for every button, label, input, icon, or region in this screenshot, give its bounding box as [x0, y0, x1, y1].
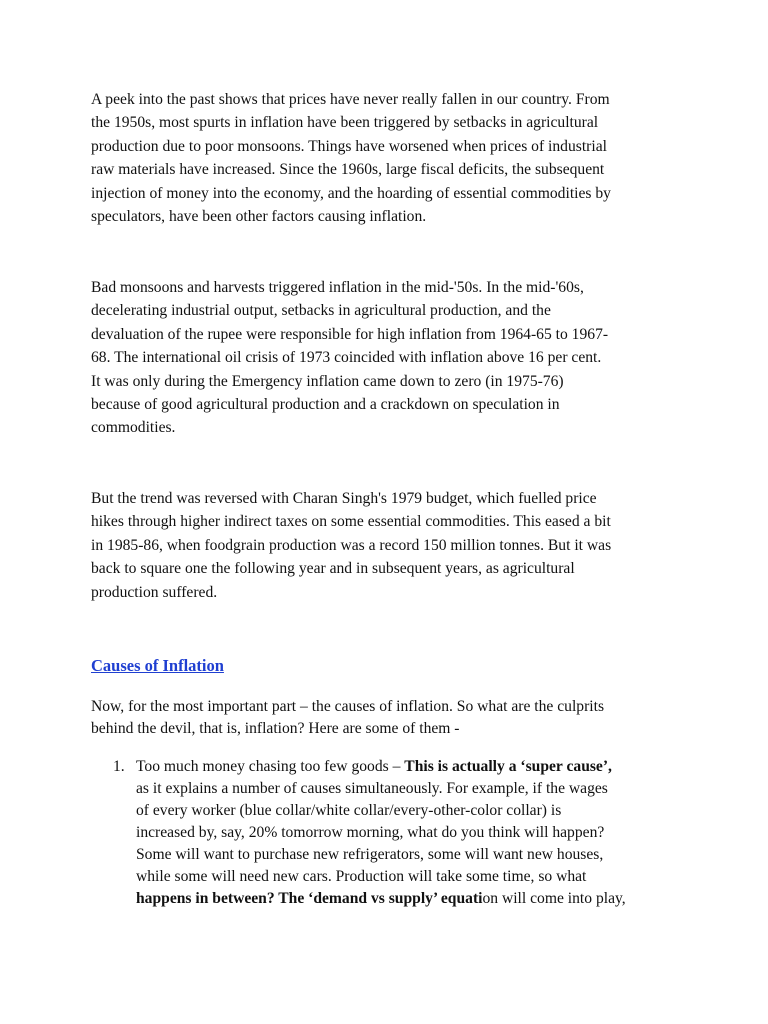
text-line: It was only during the Emergency inflation came down to zero (in 1975-76): [91, 372, 564, 390]
list-item-lead: Too much money chasing too few goods –: [136, 758, 405, 775]
text-line: devaluation of the rupee were responsible for high inflation from 1964-65 to 1967-: [91, 325, 609, 343]
text-line: the 1950s, most spurts in inflation have been triggered by setbacks in agricultural: [91, 114, 599, 132]
text-line: of every worker (blue collar/white collar/every-other-color collar) is: [136, 802, 562, 819]
text-line: while some will need new cars. Production will take some time, so what: [136, 868, 587, 885]
text-line: production due to poor monsoons. Things have worsened when prices of industrial: [91, 137, 607, 155]
list-item-text: [136, 756, 696, 910]
text-line: 68. The international oil crisis of 1973 coincided with inflation above 16 per cent.: [91, 349, 602, 367]
text-line: speculators, have been other factors causing inflation.: [91, 208, 427, 226]
paragraph-monsoons-harvests: [91, 276, 691, 440]
text-line: [136, 888, 696, 910]
text-line: Bad monsoons and harvests triggered inflation in the mid-'50s. In the mid-'60s,: [91, 279, 584, 296]
paragraph-causes-intro: [91, 696, 691, 740]
text-line: injection of money into the economy, and the hoarding of essential commodities by: [91, 184, 611, 202]
text-line: A peek into the past shows that prices have never really fallen in our country. From: [91, 91, 610, 108]
text-line: But the trend was reversed with Charan Singh's 1979 budget, which fuelled price: [91, 490, 597, 507]
list-item-bold-phrase: This is actually a ‘super cause’,: [404, 758, 612, 775]
text-line: back to square one the following year and in subsequent years, as agricultural: [91, 560, 575, 578]
text-line: in 1985-86, when foodgrain production was a record 150 million tonnes. But it was: [91, 536, 612, 554]
text-line: decelerating industrial output, setbacks in agricultural production, and the: [91, 302, 551, 320]
text-line: commodities.: [91, 419, 176, 437]
text-line: increased by, say, 20% tomorrow morning, what do you think will happen?: [136, 824, 605, 841]
text-line: as it explains a number of causes simultaneously. For example, if the wages: [136, 780, 608, 797]
text-line: Now, for the most important part – the causes of inflation. So what are the culprits: [91, 698, 605, 715]
list-item-tail: on will come into play,: [482, 890, 626, 907]
paragraph-trend-reversed: [91, 487, 691, 604]
text-line: production suffered.: [91, 583, 218, 601]
causes-of-inflation-heading-link[interactable]: Causes of Inflation: [91, 656, 224, 675]
text-line: Some will want to purchase new refrigerators, some will want new houses,: [136, 846, 604, 863]
text-line: because of good agricultural production and a crackdown on speculation in: [91, 396, 560, 414]
list-item-number: 1.: [113, 758, 125, 775]
paragraph-inflation-history: [91, 88, 691, 228]
text-line: hikes through higher indirect taxes on some essential commodities. This eased a bit: [91, 513, 611, 531]
text-line: raw materials have increased. Since the 1960s, large fiscal deficits, the subsequent: [91, 161, 605, 179]
text-line: behind the devil, that is, inflation? Here are some of them -: [91, 720, 460, 737]
list-item-bold-phrase: happens in between? The ‘demand vs supply’ equati: [136, 890, 483, 907]
text-line: [136, 756, 696, 778]
